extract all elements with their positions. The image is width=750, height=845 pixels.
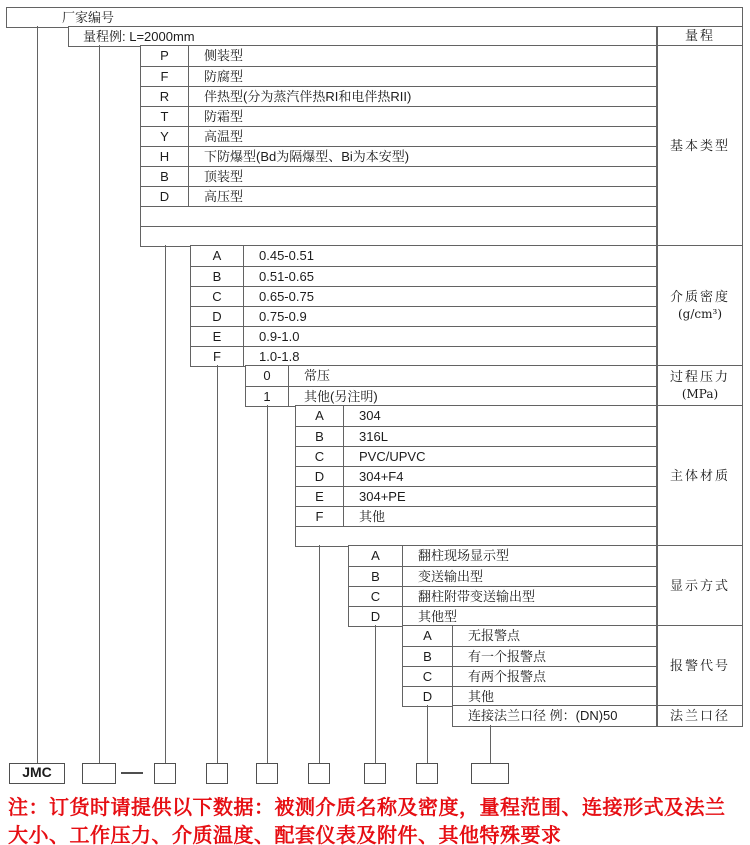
material-row	[296, 466, 656, 486]
range-connector-line	[99, 45, 100, 763]
code-cell: A	[191, 246, 244, 266]
code-cell: P	[141, 46, 189, 66]
code-cell: R	[141, 87, 189, 106]
description-cell: 其他型	[418, 609, 458, 624]
code-box-basic-type	[154, 763, 176, 784]
code-box-density	[206, 763, 228, 784]
material-row	[296, 526, 656, 546]
range-example-label: 量程例: L=2000mm	[83, 29, 195, 44]
description-cell: 其他(另注明)	[304, 389, 378, 404]
density-row	[191, 326, 656, 346]
description-cell: 顶装型	[204, 169, 244, 184]
code-cell: C	[403, 667, 453, 686]
material-row	[296, 506, 656, 526]
density-row	[191, 306, 656, 326]
description-cell: 0.9-1.0	[259, 329, 300, 344]
density-row	[191, 286, 656, 306]
alarm-code-table	[402, 625, 657, 707]
density-connector-line	[217, 365, 218, 763]
code-cell: D	[191, 307, 244, 326]
pressure-category-label	[657, 365, 743, 407]
description-cell: 高温型	[204, 129, 244, 144]
alarm-code-row	[403, 686, 656, 706]
alarm-code-row	[403, 646, 656, 666]
description-cell: 304+F4	[359, 469, 404, 484]
display-mode-row	[349, 606, 656, 626]
code-cell: C	[296, 447, 344, 466]
description-cell: 侧装型	[204, 48, 244, 63]
code-box-range	[82, 763, 116, 784]
description-cell: PVC/UPVC	[359, 449, 426, 464]
flange-category-label	[657, 705, 743, 727]
description-cell: 0.51-0.65	[259, 269, 314, 284]
pressure-row	[246, 366, 656, 386]
alarm-code-connector-line	[427, 705, 428, 763]
code-cell: D	[296, 467, 344, 486]
display-mode-table	[348, 545, 657, 627]
basic-type-row	[141, 106, 656, 126]
basic-type-row	[141, 126, 656, 146]
density-row	[191, 266, 656, 286]
display-mode-row	[349, 566, 656, 586]
basic-type-category-label	[657, 45, 743, 247]
pressure-category-text: 过程压力	[669, 370, 730, 385]
code-cell: B	[349, 567, 403, 586]
description-cell: 翻柱附带变送输出型	[418, 589, 536, 604]
material-row	[296, 486, 656, 506]
basic-type-category-text: 基本类型	[669, 138, 730, 154]
display-mode-connector-line	[375, 625, 376, 763]
description-cell: 1.0-1.8	[259, 349, 300, 364]
code-cell: B	[191, 267, 244, 286]
manufacturer-connector-line	[37, 26, 38, 763]
material-row	[296, 406, 656, 426]
display-mode-row	[349, 546, 656, 566]
code-cell: F	[191, 347, 244, 366]
code-cell: C	[191, 287, 244, 306]
description-cell: 0.75-0.9	[259, 309, 307, 324]
alarm-code-row	[403, 626, 656, 646]
table-row	[69, 27, 656, 47]
code-cell: B	[141, 167, 189, 186]
code-box-flange	[471, 763, 509, 784]
description-cell: 变送输出型	[418, 569, 484, 584]
display-mode-category-text: 显示方式	[669, 578, 730, 594]
description-cell: 防霜型	[204, 109, 244, 124]
density-table	[190, 245, 657, 367]
code-cell: A	[403, 626, 453, 646]
description-cell: 304	[359, 408, 381, 423]
order-note-line-1: 注：订货时请提供以下数据：被测介质名称及密度，量程范围、连接形式及法兰	[8, 797, 726, 819]
description-cell: 无报警点	[468, 628, 521, 643]
description-cell: 防腐型	[204, 69, 244, 84]
range-category-label: 量程	[657, 26, 743, 47]
basic-type-row	[141, 166, 656, 186]
code-cell: T	[141, 107, 189, 126]
basic-type-row	[141, 226, 656, 246]
description-cell: 翻柱现场显示型	[418, 548, 510, 563]
alarm-code-category-label	[657, 625, 743, 707]
density-row	[191, 246, 656, 266]
pressure-row	[246, 386, 656, 406]
manufacturer-number-row	[6, 7, 743, 28]
code-cell: D	[349, 607, 403, 626]
description-cell: 有两个报警点	[468, 669, 547, 684]
basic-type-row	[141, 86, 656, 106]
description-cell: 高压型	[204, 189, 244, 204]
description-cell: 0.65-0.75	[259, 289, 314, 304]
code-box-pressure	[256, 763, 278, 784]
basic-type-connector-line	[165, 245, 166, 763]
pressure-connector-line	[267, 405, 268, 763]
order-note	[8, 794, 748, 845]
material-table	[295, 405, 657, 547]
density-category-unit: (g/cm³)	[678, 307, 722, 321]
pressure-table	[245, 365, 657, 407]
description-cell: 304+PE	[359, 489, 406, 504]
dash-separator	[121, 772, 143, 774]
range-example-row	[68, 26, 657, 47]
code-cell: F	[141, 67, 189, 86]
material-category-text: 主体材质	[669, 468, 730, 484]
code-cell: C	[349, 587, 403, 606]
order-note-line-2: 大小、工作压力、介质温度、配套仪表及附件、其他特殊要求	[8, 825, 562, 845]
code-cell: H	[141, 147, 189, 166]
alarm-code-category-text: 报警代号	[669, 658, 730, 674]
description-cell: 316L	[359, 429, 388, 444]
flange-category-text: 法兰口径	[669, 708, 730, 724]
flange-table	[452, 705, 657, 727]
material-connector-line	[319, 545, 320, 763]
material-row	[296, 426, 656, 446]
density-row	[191, 346, 656, 366]
flange-row	[453, 706, 656, 726]
code-cell: D	[403, 687, 453, 706]
basic-type-row	[141, 146, 656, 166]
basic-type-row	[141, 46, 656, 66]
code-cell: E	[296, 487, 344, 506]
alarm-code-row	[403, 666, 656, 686]
code-cell: A	[296, 406, 344, 426]
code-cell: 0	[246, 366, 289, 386]
description-cell: 其他	[468, 689, 495, 704]
description-cell	[141, 227, 656, 246]
display-mode-row	[349, 586, 656, 606]
density-category-label	[657, 245, 743, 367]
code-cell: 1	[246, 387, 289, 406]
model-prefix-box: JMC	[9, 763, 65, 784]
code-box-material	[308, 763, 330, 784]
code-box-alarm-code	[416, 763, 438, 784]
table-row	[7, 8, 742, 28]
basic-type-row	[141, 186, 656, 206]
description-cell: 其他	[359, 509, 386, 524]
code-cell: A	[349, 546, 403, 566]
description-cell: 有一个报警点	[468, 649, 547, 664]
material-row	[296, 446, 656, 466]
description-cell	[296, 527, 656, 546]
description-cell	[141, 207, 656, 226]
code-cell: B	[296, 427, 344, 446]
description-cell: 0.45-0.51	[259, 248, 314, 263]
code-cell: B	[403, 647, 453, 666]
basic-type-row	[141, 66, 656, 86]
basic-type-row	[141, 206, 656, 226]
description-cell: 常压	[304, 368, 331, 383]
description-cell: 伴热型(分为蒸汽伴热RI和电伴热RII)	[204, 89, 412, 104]
code-cell: Y	[141, 127, 189, 146]
code-box-display-mode	[364, 763, 386, 784]
description-cell: 连接法兰口径 例：(DN)50	[468, 708, 618, 723]
display-mode-category-label	[657, 545, 743, 627]
code-cell: D	[141, 187, 189, 206]
code-cell: F	[296, 507, 344, 526]
code-cell: E	[191, 327, 244, 346]
pressure-category-unit: (MPa)	[681, 387, 719, 401]
flange-connector-line	[490, 725, 491, 763]
manufacturer-number-label: 厂家编号	[62, 10, 115, 25]
density-category-text: 介质密度	[669, 290, 730, 305]
material-category-label	[657, 405, 743, 547]
basic-type-table	[140, 45, 657, 247]
description-cell: 下防爆型(Bd为隔爆型、Bi为本安型)	[204, 149, 410, 164]
